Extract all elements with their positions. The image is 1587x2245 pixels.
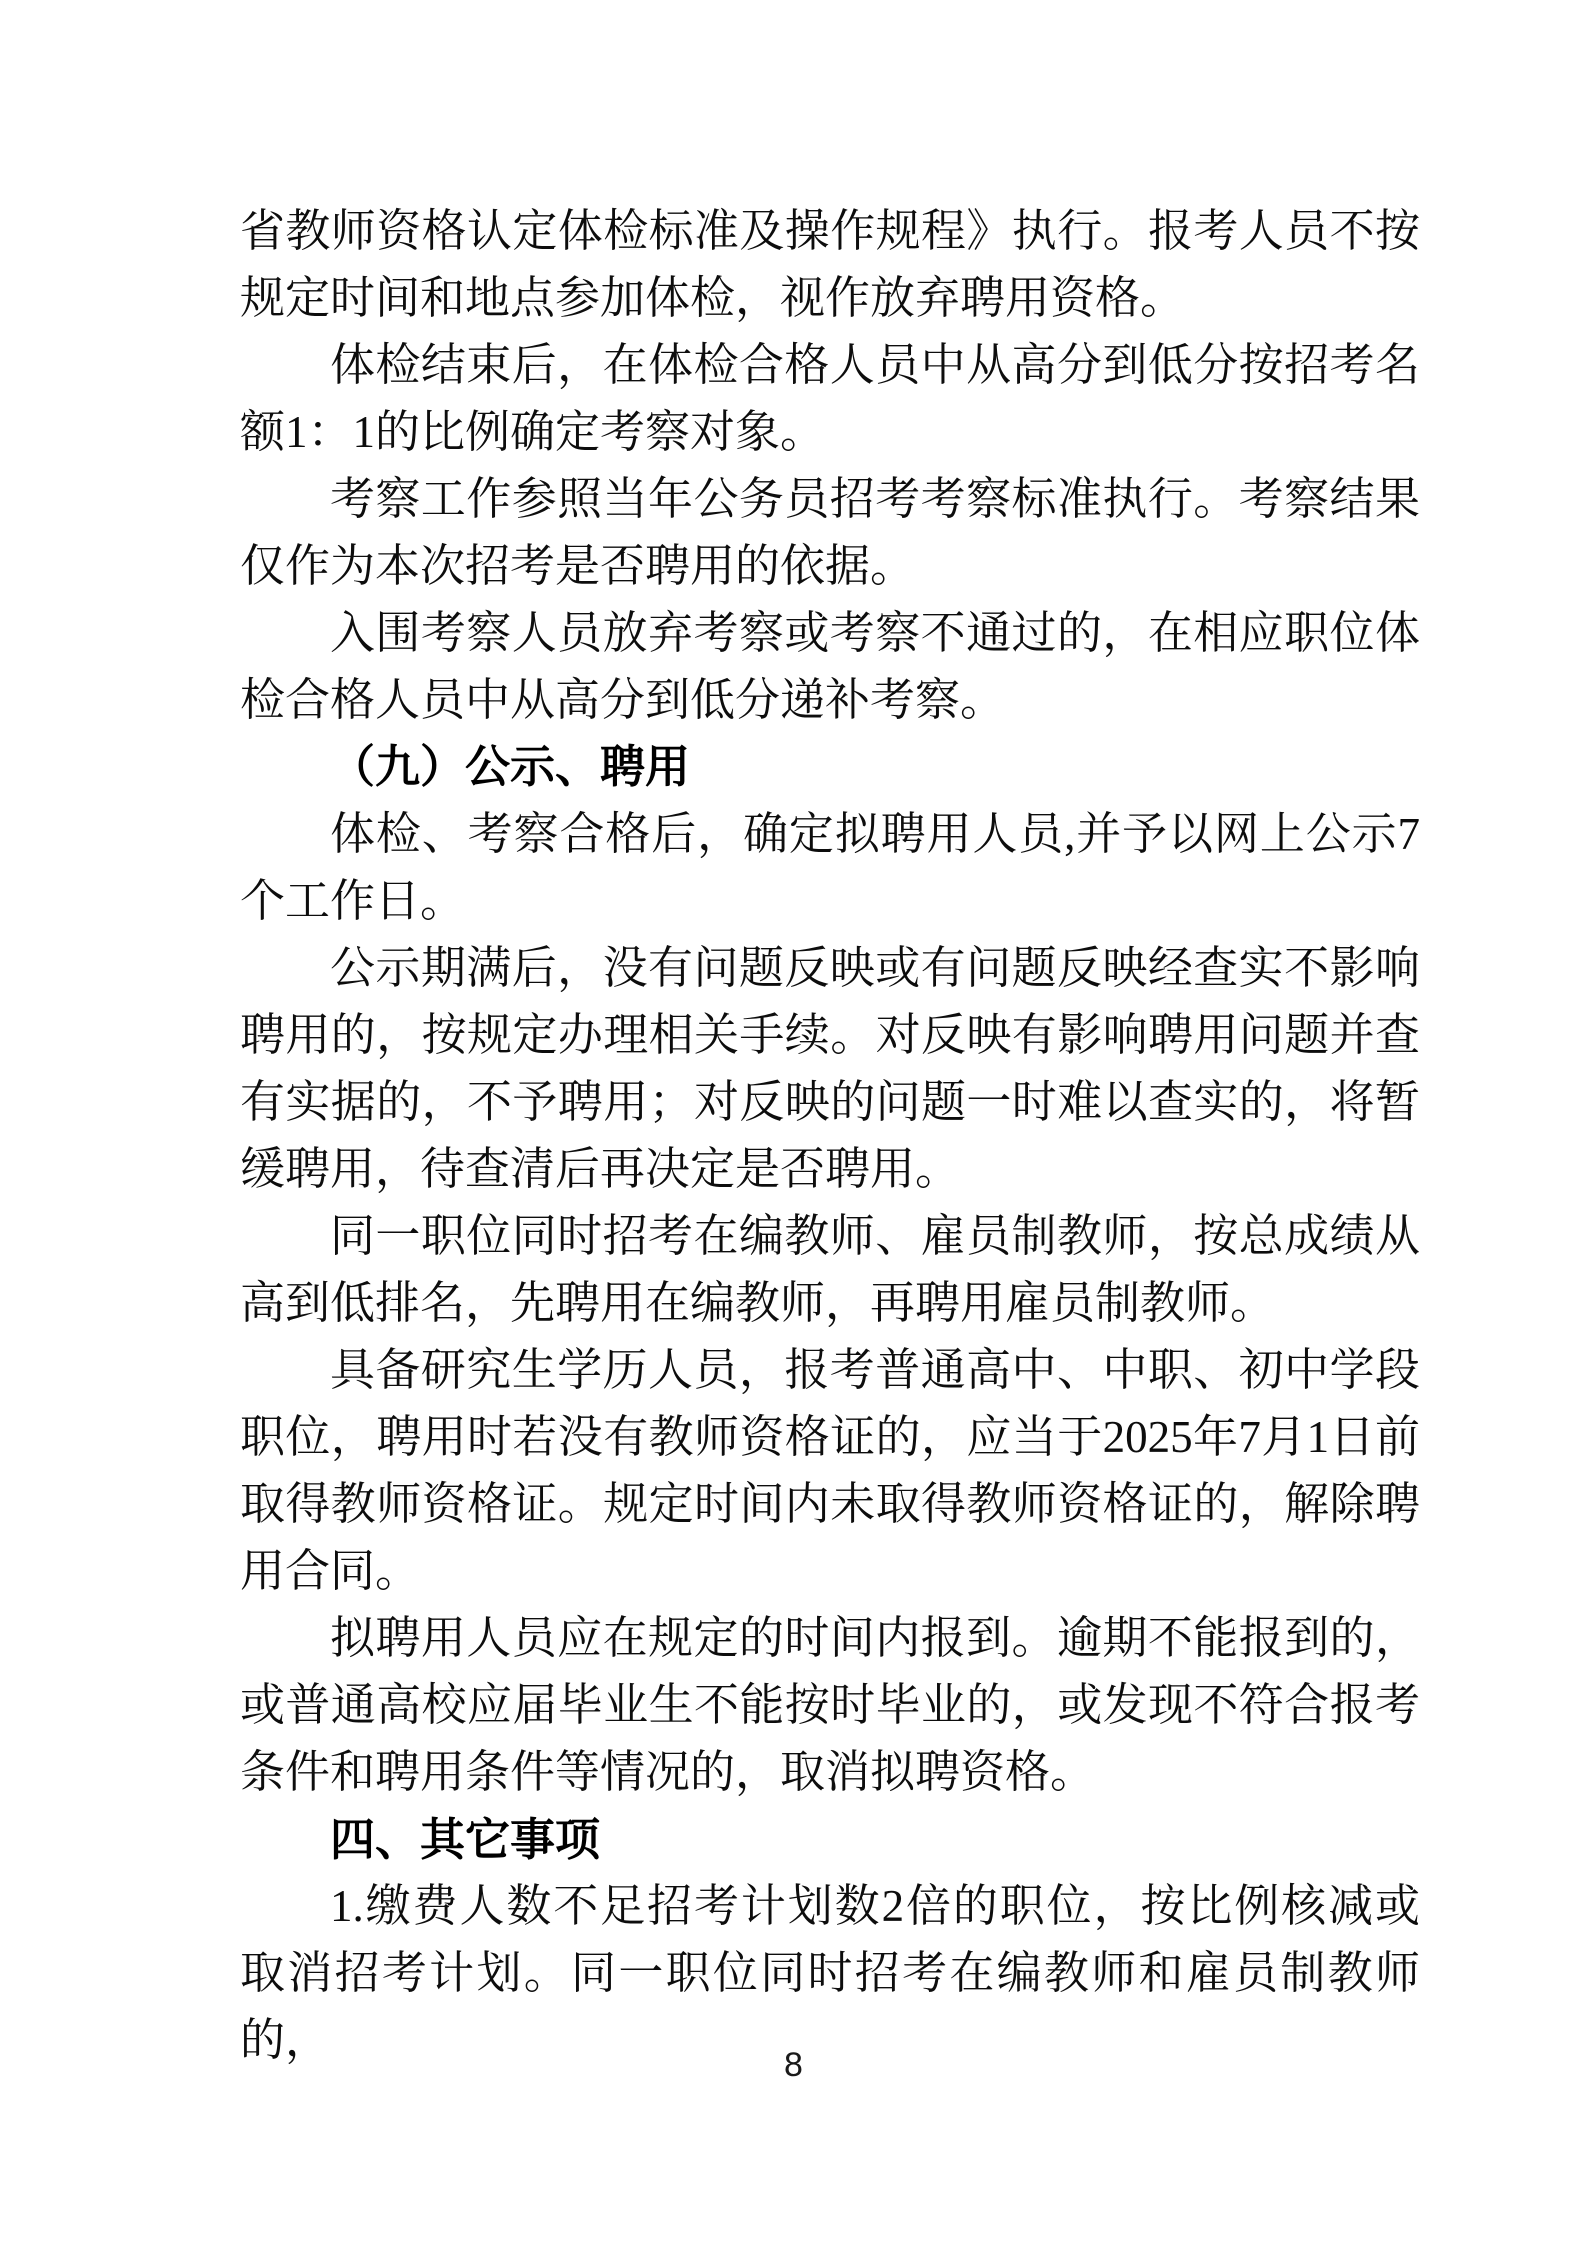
paragraph: 具备研究生学历人员，报考普通高中、中职、初中学段职位，聘用时若没有教师资格证的，应当于2025年7月1日前取得教师资格证。规定时间内未取得教师资格证的，解除聘用合同。: [240, 1345, 1420, 1596]
section-heading-public-notice: （九）公示、聘用: [330, 742, 691, 792]
paragraph-continuation: 省教师资格认定体检标准及操作规程》执行。报考人员不按规定时间和地点参加体检，视作放弃聘用资格。: [240, 206, 1420, 323]
paragraph: 体检结束后，在体检合格人员中从高分到低分按招考名额1：1的比例确定考察对象。: [240, 340, 1420, 457]
paragraph: 体检、考察合格后，确定拟聘用人员,并予以网上公示7个工作日。: [240, 809, 1420, 926]
paragraph: 1.缴费人数不足招考计划数2倍的职位，按比例核减或取消招考计划。同一职位同时招考在编教师和雇员制教师的，: [240, 1881, 1420, 2065]
paragraph: 考察工作参照当年公务员招考考察标准执行。考察结果仅作为本次招考是否聘用的依据。: [240, 474, 1420, 591]
page-number: 8: [784, 2046, 803, 2084]
text-block: [240, 198, 1420, 2074]
paragraph: 拟聘用人员应在规定的时间内报到。逾期不能报到的，或普通高校应届毕业生不能按时毕业的，或发现不符合报考条件和聘用条件等情况的，取消拟聘资格。: [240, 1613, 1420, 1797]
paragraph: 公示期满后，没有问题反映或有问题反映经查实不影响聘用的，按规定办理相关手续。对反映有影响聘用问题并查有实据的，不予聘用；对反映的问题一时难以查实的，将暂缓聘用，待查清后再决定是否聘用。: [240, 943, 1420, 1194]
paragraph: 入围考察人员放弃考察或考察不通过的，在相应职位体检合格人员中从高分到低分递补考察。: [240, 608, 1420, 725]
section-heading-other-matters: 四、其它事项: [330, 1814, 601, 1865]
paragraph: 同一职位同时招考在编教师、雇员制教师，按总成绩从高到低排名，先聘用在编教师，再聘用雇员制教师。: [240, 1211, 1420, 1328]
